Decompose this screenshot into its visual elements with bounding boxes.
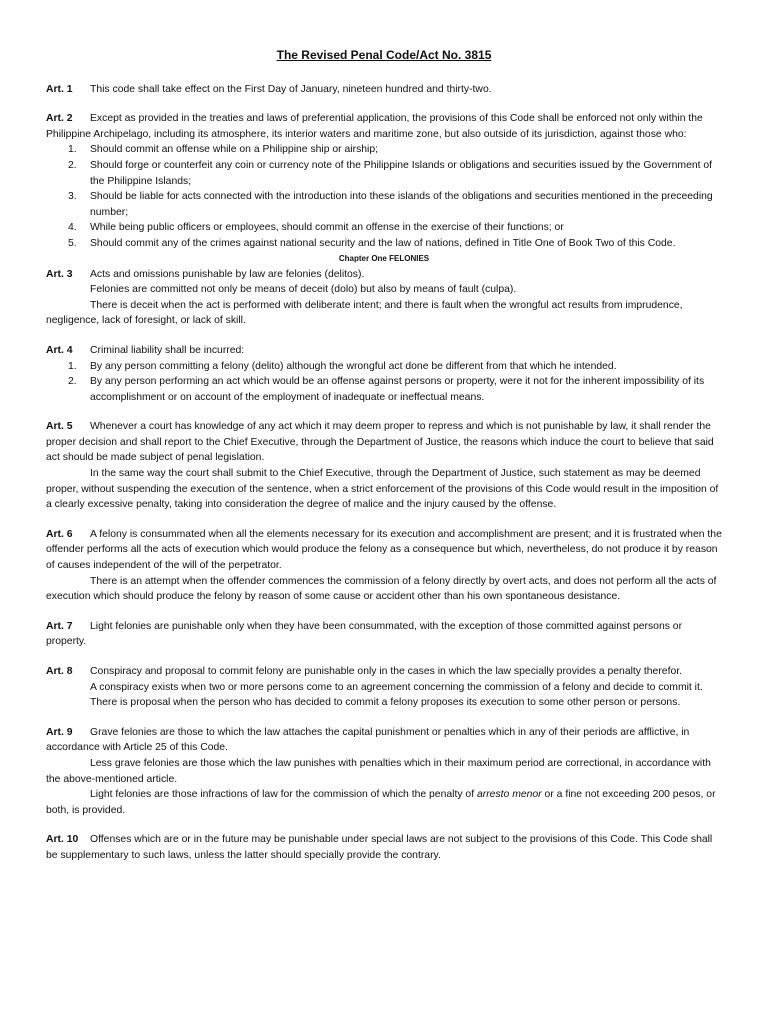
article-10 <box>46 832 722 863</box>
article-paragraph: A conspiracy exists when two or more persons come to an agreement concerning the commission of a felony and decide to commit it. <box>90 681 703 693</box>
article-3 <box>46 267 722 329</box>
article-text: Whenever a court has knowledge of any act which it may deem proper to repress and which is not punishable by law, it shall render the proper decision and shall report to the Chief Executive, through the Department of Justice, the reasons which induce the court to believe that said act should be made subject of penal legislation. <box>46 421 714 464</box>
article-label: Art. 9 <box>46 726 73 738</box>
article-8 <box>46 664 722 711</box>
article-text: Acts and omissions punishable by law are felonies (delitos). <box>90 268 365 280</box>
document-title: The Revised Penal Code/Act No. 3815 <box>276 48 492 62</box>
article-label: Art. 10 <box>46 834 79 846</box>
list-item: 2. By any person performing an act which would be an offense against persons or property, were it not for the inherent impossibility of its accomplishment or on account of the employment of inadequate or ineffectual means. <box>68 376 705 403</box>
article-text: This code shall take effect on the First Day of January, nineteen hundred and thirty-two. <box>90 83 492 95</box>
list-item: 3. Should be liable for acts connected with the introduction into these islands of the obligations and securities mentioned in the preceeding number; <box>68 191 713 218</box>
article-5 <box>46 419 722 513</box>
article-text: Offenses which are or in the future may be punishable under special laws are not subject to the provisions of this Code. This Code shall be supplementary to such laws, unless the latter should specially provide the contrary. <box>46 834 713 861</box>
article-9 <box>46 725 722 819</box>
article-text: Criminal liability shall be incurred: <box>90 344 245 356</box>
article-text: Conspiracy and proposal to commit felony are punishable only in the cases in which the law specially provides a penalty therefor. <box>90 666 683 677</box>
article-text: Light felonies are punishable only when they have been consummated, with the exception of those committed against persons or property. <box>46 620 683 648</box>
article-label: Art. 7 <box>46 620 73 632</box>
article-paragraph: Felonies are committed not only be means of deceit (dolo) but also by means of fault (culpa). <box>90 284 517 296</box>
article-4 <box>46 343 722 405</box>
article-label: Art. 2 <box>46 113 73 125</box>
article-paragraph: In the same way the court shall submit to the Chief Executive, through the Department of Justice, such statement as may be deemed proper, without suspending the execution of the sentence, when a strict enforcement of the provisions of this Code would result in the imposition of a clearly excessive penalty, taking into consideration the degree of malice and the injury caused by the offense. <box>46 468 719 511</box>
article-text: Except as provided in the treaties and laws of preferential application, the provisions of this Code shall be enforced not only within the Philippine Archipelago, including its atmosphere, its interior waters and maritime zone, but also outside of its jurisdiction, against those who: <box>46 113 703 140</box>
list-item: 4. While being public officers or employees, should commit an offense in the exercise of their functions; or <box>68 222 564 234</box>
article-paragraph: Less grave felonies are those which the law punishes with penalties which in their maximum period are correctional, in accordance with the above-mentioned article. <box>46 757 711 785</box>
chapter-heading: Chapter One FELONIES <box>338 253 430 263</box>
list-item: 5. Should commit any of the crimes against national security and the law of nations, defined in Title One of Book Two of this Code. <box>68 237 676 249</box>
article-label: Art. 5 <box>46 421 73 433</box>
article-paragraph: There is proposal when the person who has decided to commit a felony proposes its execution to some other person or persons. <box>90 697 681 709</box>
article-paragraph: There is an attempt when the offender commences the commission of a felony directly by overt acts, and does not perform all the acts of execution which should produce the felony by reason of some cause or accident other than his own spontaneous desistance. <box>46 575 717 603</box>
article-label: Art. 4 <box>46 344 73 356</box>
article-text: Grave felonies are those to which the law attaches the capital punishment or penalties which in any of their periods are afflictive, in accordance with Article 25 of this Code. <box>46 726 690 754</box>
article-paragraph: There is deceit when the act is performed with deliberate intent; and there is fault when the wrongful act results from imprudence, negligence, lack of foresight, or lack of skill. <box>46 299 683 327</box>
article-2 <box>46 111 722 251</box>
article-label: Art. 6 <box>46 528 73 540</box>
list-item: 1. Should commit an offense while on a Philippine ship or airship; <box>68 144 379 156</box>
list-item: 2. Should forge or counterfeit any coin or currency note of the Philippine Islands or obligations and securities issued by the Government of the Philippine Islands; <box>68 159 713 187</box>
article-label: Art. 8 <box>46 666 73 677</box>
article-7 <box>46 619 722 650</box>
article-6 <box>46 527 722 605</box>
article-item-list <box>46 359 722 406</box>
article-text: A felony is consummated when all the elements necessary for its execution and accomplishment are present; and it is frustrated when the offender performs all the acts of execution which would produce the felony as a consequence but which, nevertheless, do not produce it by reason of causes independent of the will of the perpetrator. <box>46 528 722 572</box>
article-label: Art. 3 <box>46 268 73 280</box>
article-1 <box>46 82 722 98</box>
article-item-list <box>46 142 722 251</box>
article-paragraph: Light felonies are those infractions of law for the commission of which the penalty of arresto menor or a fine not exceeding 200 pesos, or both, is provided. <box>46 789 716 816</box>
article-label: Art. 1 <box>46 83 73 95</box>
list-item: 1. By any person committing a felony (delito) although the wrongful act done be different from that which he intended. <box>68 360 617 372</box>
